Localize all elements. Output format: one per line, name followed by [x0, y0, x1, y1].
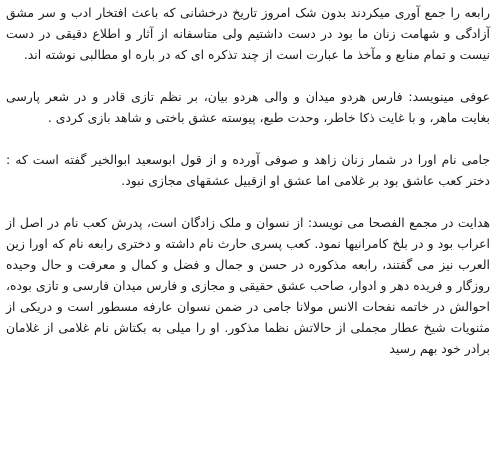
paragraph-hedayat-quote: هدایت در مجمع الفصحا می نویسد: از نسوان و ملک زادگان است، پدرش کعب نام در اصل از اعراب بود و در بلخ کامرانیها نمود. کعب پسری حارث نام داشته و دختری رابعه نام که اورا زین العرب نیز می گفتند، رابعه مذکوره در حسن و جمال و فضل و کمال و معرفت و حال وحیده روزگار و فریده دهر و ادوار، صاحب عشق حقیقی و مجازی و فارس میدان فارسی و تازی بوده، احوالش در خاتمه نفحات الانس مولانا جامی در ضمن نسوان عارفه مسطور است و دریکی از مثنویات شیخ عطار مجملی از حالاتش نظما مذکور. او را میلی به بکتاش نام غلامی از غلامان برادر خود بهم رسید — [6, 215, 490, 356]
paragraph-intro: رابعه را جمع آوری میکردند بدون شک امروز تاریخ درخشانی که باعث افتخار ادب و سر مشق آزادگی و شهامت زنان ما بود در دست داشتیم ولی متاسفانه از آثار و اطلاع دقیقی در دست نیست و تمام منابع و مآخذ ما عبارت است از چند تذکره ای که در باره او مطالبی نوشته اند. — [6, 5, 490, 62]
paragraph-jami-quote: جامی نام اورا در شمار زنان زاهد و صوفی آورده و از قول ابوسعید ابوالخیر گفته است که : دختر کعب عاشق بود بر غلامی اما عشق او ازقبیل عشقهای مجازی نبود. — [6, 152, 490, 188]
paragraph-oufi-quote: عوفی مینویسد: فارس هردو میدان و والی هردو بیان، بر نظم تازی قادر و در شعر پارسی بغایت ماهر، و با غایت ذکا خاطر، وحدت طبع، پیوسته عشق باختی و شاهد بازی کردی . — [6, 89, 490, 125]
